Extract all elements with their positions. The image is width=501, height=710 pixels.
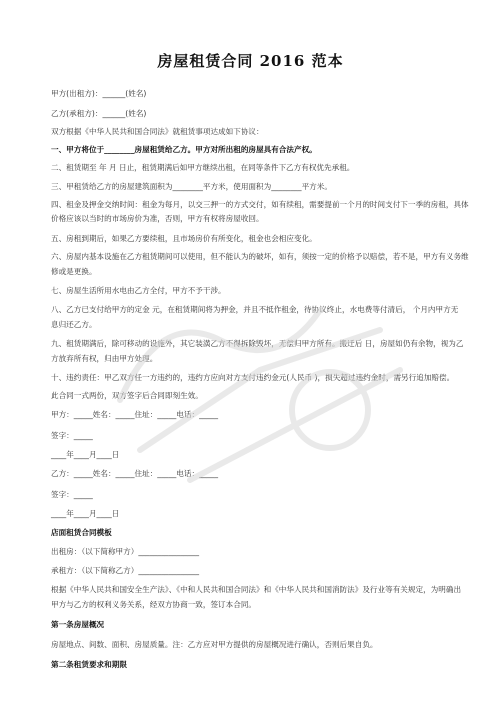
clause-7: 七、房屋生活所用水电由乙方全付，甲方不予干涉。	[51, 286, 226, 295]
clause-4-line-2: 价格应该以当时的市场房价为准，否则，甲方有权将房屋收回。	[51, 214, 264, 223]
party-a-signature: 签字：_____	[51, 431, 93, 440]
clause-6-line-1: 六、房屋内基本设施在乙方租赁期间可以使用，但不能认为的破坏，如有，须按一定的价格予以赔偿，若不是，甲方有义务维	[51, 252, 469, 261]
party-a-line: 甲方(出租方)：______(姓名)	[51, 89, 147, 98]
effective-line: 此合同一式两份，双方签字后合同即刻生效。	[51, 391, 203, 400]
party-b-signature: 签字：_____	[51, 490, 93, 499]
lessor-line: 出租房：（以下简称甲方）________________	[51, 547, 200, 556]
clause-6-line-2: 修或是更换。	[51, 267, 97, 276]
clause-8-line-2: 息归还乙方。	[51, 320, 97, 329]
clause-8-line-1: 八、乙方已支付给甲方的定金 元，在租赁期间将为押金，并且不抵作租金，待协议终止，水电费等付清后， 个月内甲方无	[51, 305, 459, 314]
party-a-date: ____年____月____日	[51, 450, 120, 459]
clause-2: 二、租赁期至 年 月 日止，租赁期满后如甲方继续出租，在同等条件下乙方有权优先承租。	[51, 163, 355, 172]
clause-9-line-1: 九、租赁期满后，除可移动的设施外，其它装潢乙方不得拆除毁坏，无偿归甲方所有。搬迁后 日，房屋如仍有余物，视为乙	[51, 339, 464, 348]
clause-3: 三、甲租赁给乙方的房屋建筑面积为________平方米，使用面积为________平方米。	[51, 182, 332, 191]
article-1-text: 房屋地点、间数、面积、房屋质量。注：乙方应对甲方提供的房屋概况进行确认，否则后果自负。	[51, 640, 378, 649]
clause-9-line-2: 方放弃所有权，归由甲方处理。	[51, 354, 158, 363]
section-heading-store-lease: 店面租赁合同模板	[51, 528, 112, 537]
clause-10: 十、违约责任：甲乙双方任一方违约的，违约方应向对方支付违约金元(人民币 )，损失超过违约金时，需另行追加赔偿。	[51, 373, 455, 382]
clause-1: 一、甲方将位于________房屋租赁给乙方。甲方对所出租的房屋具有合法产权。	[51, 145, 317, 154]
lessee-line: 承租方：（以下简称乙方）________________	[51, 566, 200, 575]
legal-basis-line-2: 甲方与乙方的权利义务关系，经双方协商一致，签订本合同。	[51, 600, 257, 609]
intro-line: 双方根据《中华人民共和国合同法》就租赁事项达成如下协议：	[51, 127, 264, 136]
party-b-line: 乙方(承租方)：______(姓名)	[51, 109, 147, 118]
party-b-info: 乙方：_____姓名：_____住址：_____电话：_____	[51, 469, 219, 478]
clause-5: 五、房租到期后，如果乙方要续租，且市场房价有所变化，租金也会相应变化。	[51, 234, 317, 243]
clause-4-line-1: 四、租金及押金交纳时间：租金为每月，以交三押一的方式交付，如有续租，需要提前一个月的时间支付下一季的房租，具体	[51, 200, 469, 209]
party-b-date: ____年____月____日	[51, 509, 120, 518]
article-2-heading: 第二条租赁要求和期限	[51, 660, 127, 669]
document-title: 房屋租赁合同 2016 范本	[157, 52, 344, 70]
article-1-heading: 第一条房屋概况	[51, 620, 105, 629]
legal-basis-line-1: 根据《中华人民共和国安全生产法》、《中和人民共和国合同法》和《中华人民共和国消防法》及行业等有关规定，为明确出	[51, 585, 462, 594]
party-a-info: 甲方：_____姓名：_____住址：_____电话：_____	[51, 410, 219, 419]
